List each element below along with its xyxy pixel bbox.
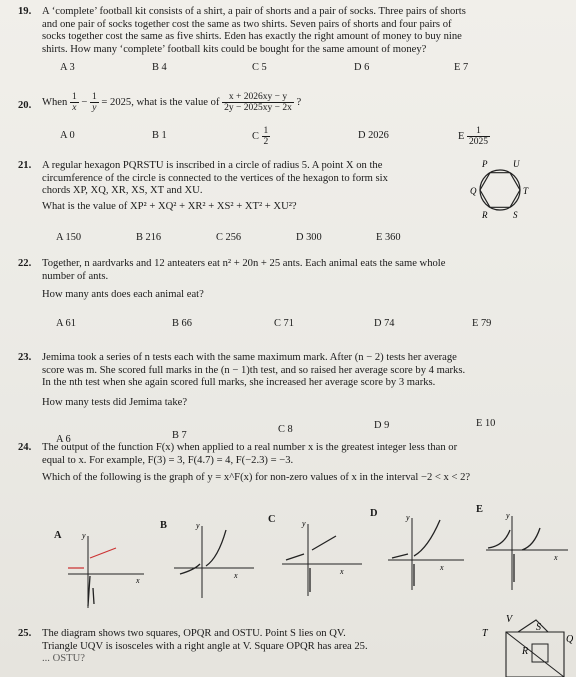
question-prompt: How many tests did Jemima take? <box>42 396 188 408</box>
option-b[interactable]: B 1 <box>152 130 167 141</box>
question-text: = 2025, what is the value of <box>101 96 220 108</box>
question-21 <box>18 159 566 243</box>
option-e[interactable]: E 79 <box>472 318 492 329</box>
graph-option-c[interactable] <box>278 516 368 598</box>
question-text-line: circumference of the circle is connected to the vertices of the hexagon to form six <box>42 172 388 184</box>
question-text-line: number of ants. <box>42 270 109 282</box>
option-c[interactable]: C 256 <box>216 232 242 243</box>
option-d[interactable]: D 300 <box>296 232 322 243</box>
option-d[interactable]: D <box>370 508 378 519</box>
option-e[interactable]: E $\frac{1}{2025}$ <box>458 126 488 147</box>
question-text-line: Jemima took a series of n tests each with the same maximum mark. After (n − 2) tests her average <box>42 352 457 363</box>
question-19 <box>18 6 566 73</box>
x-axis-label: x <box>234 571 238 580</box>
option-d[interactable]: D 6 <box>354 62 370 73</box>
question-number: 23. <box>18 352 32 363</box>
option-c[interactable]: C 8 <box>278 424 293 435</box>
question-number: 24. <box>18 442 32 453</box>
question-prompt: Which of the following is the graph of y = x^F(x) for non-zero values of x in the interval −2 < x < 2? <box>42 472 471 484</box>
hexagon-in-circle-diagram <box>456 158 546 220</box>
option-d[interactable]: D 2026 <box>358 130 389 141</box>
question-number: 22. <box>18 258 32 269</box>
fraction-1-over-x: $\frac{1}{x}$ <box>71 92 77 113</box>
vertex-label: R <box>482 210 488 220</box>
point-label: S <box>536 622 541 633</box>
option-e[interactable]: E <box>476 504 483 515</box>
option-a[interactable]: A 150 <box>56 232 82 243</box>
question-mark: ? <box>296 96 302 108</box>
question-23 <box>18 352 566 445</box>
question-number: 21. <box>18 160 32 171</box>
x-axis-label: x <box>440 563 444 572</box>
option-b[interactable]: B 7 <box>172 430 187 441</box>
option-b[interactable]: B 216 <box>136 232 162 243</box>
question-prompt: What is the value of XP² + XQ² + XR² + XS² + XT² + XU²? <box>42 200 297 212</box>
fraction-expression: $\frac{x + 2026xy - y}{2y - 2025xy - 2x}$ <box>224 92 292 113</box>
question-text-line: equal to x. For example, F(3) = 3, F(4.7) = 4, F(−2.3) = −3. <box>42 454 294 466</box>
squares-diagram <box>476 610 576 677</box>
question-text-line: Together, n aardvarks and 12 anteaters eat n² + 20n + 25 ants. Each animal eats the same whole <box>42 258 446 269</box>
vertex-label: T <box>523 186 529 196</box>
y-axis-label: y <box>506 511 510 520</box>
fraction-1-over-y: $\frac{1}{y}$ <box>92 92 97 113</box>
x-axis-label: x <box>554 553 558 562</box>
question-text-line: chords XP, XQ, XR, XS, XT and XU. <box>42 185 203 197</box>
point-label: V <box>506 614 513 625</box>
option-d[interactable]: D 9 <box>374 420 390 431</box>
option-b[interactable]: B 66 <box>172 318 192 329</box>
question-text-line: shirts. How many ‘complete’ football kits could be bought for the same amount of money? <box>42 43 427 55</box>
vertex-label: P <box>482 159 488 169</box>
option-e[interactable]: E 7 <box>454 62 469 73</box>
point-label: Q <box>566 634 574 645</box>
point-label: T <box>482 628 488 639</box>
option-d[interactable]: D 74 <box>374 318 395 329</box>
question-text-line: The output of the function F(x) when applied to a real number x is the greatest integer less than or <box>42 442 458 453</box>
graph-option-e[interactable] <box>482 510 572 592</box>
question-text-line: and one pair of socks together cost the same as two shirts. Seven pairs of shorts and four pairs of <box>42 18 452 30</box>
question-text-line: Triangle UQV is isosceles with a right angle at V. Square OPQR has area 25. <box>42 640 368 652</box>
question-22 <box>18 258 566 329</box>
question-text-line: ... OSTU? <box>42 653 85 665</box>
x-axis-label: x <box>340 567 344 576</box>
question-text-line: The diagram shows two squares, OPQR and OSTU. Point S lies on QV. <box>42 628 346 639</box>
question-prompt: How many ants does each animal eat? <box>42 289 204 301</box>
vertex-label: U <box>513 159 520 169</box>
question-text-line: A regular hexagon PQRSTU is inscribed in a circle of radius 5. A point X on the <box>42 160 383 171</box>
question-24 <box>18 442 566 541</box>
option-c[interactable]: C 71 <box>274 318 294 329</box>
vertex-label: S <box>513 210 518 220</box>
y-axis-label: y <box>82 531 86 540</box>
question-text-line: In the nth test when she again scored full marks, she increased her average score by 3 marks. <box>42 377 436 389</box>
option-a[interactable]: A 0 <box>60 130 75 141</box>
option-a[interactable]: A 6 <box>56 434 71 445</box>
option-c[interactable]: C <box>268 514 276 525</box>
y-axis-label: y <box>196 521 200 530</box>
option-e[interactable]: E 360 <box>376 232 401 243</box>
option-b[interactable]: B 4 <box>152 62 167 73</box>
x-axis-label: x <box>136 576 140 585</box>
option-c[interactable]: C $\frac{1}{2}$ <box>252 126 269 147</box>
question-number: 19. <box>18 6 32 17</box>
option-a[interactable]: A 61 <box>56 318 76 329</box>
graph-option-d[interactable] <box>384 512 474 594</box>
question-text-line: score was m. She scored full marks in the (n − 1)th test, and so raised her average score by 4 marks. <box>42 364 466 376</box>
graph-option-a[interactable] <box>60 528 150 610</box>
option-a[interactable]: A 3 <box>60 62 75 73</box>
question-number: 25. <box>18 628 32 639</box>
option-b[interactable]: B <box>160 520 167 531</box>
graph-option-b[interactable] <box>170 518 260 600</box>
question-text: When <box>42 96 68 108</box>
point-label: R <box>522 646 529 657</box>
y-axis-label: y <box>406 513 410 522</box>
vertex-label: Q <box>470 186 477 196</box>
option-e[interactable]: E 10 <box>476 418 496 429</box>
option-a[interactable]: A <box>54 530 62 541</box>
option-c[interactable]: C 5 <box>252 62 267 73</box>
y-axis-label: y <box>302 519 306 528</box>
minus-sign: − <box>81 96 88 108</box>
question-text-line: A ‘complete’ football kit consists of a shirt, a pair of shorts and a pair of socks. Three pairs of shorts <box>42 6 466 17</box>
question-number: 20. <box>18 100 32 111</box>
question-text-line: socks together cost the same as five shirts. Eden has exactly the right amount of money to buy nine <box>42 31 462 43</box>
